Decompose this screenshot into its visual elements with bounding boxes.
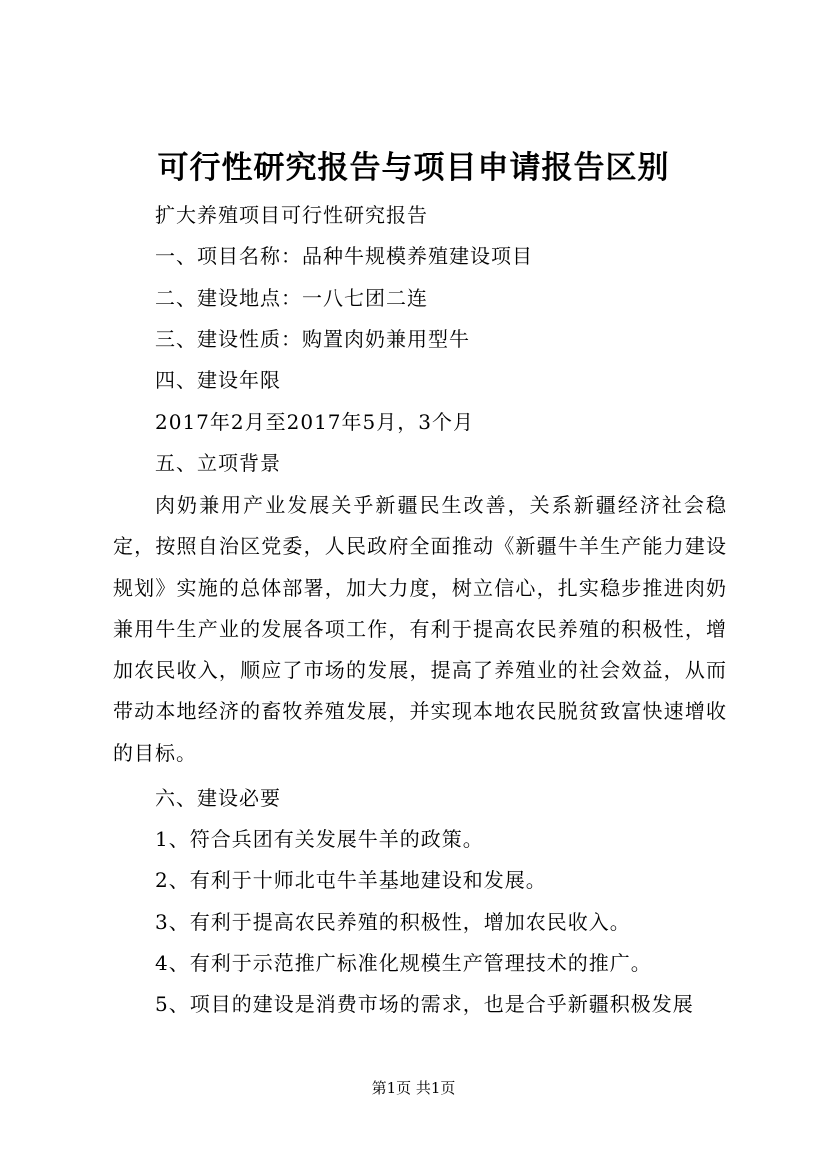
item-period-heading: 四、建设年限 [155,368,281,392]
necessity-heading: 六、建设必要 [155,786,281,810]
document-subtitle: 扩大养殖项目可行性研究报告 [155,203,428,227]
necessity-item: 5、项目的建设是消费市场的需求，也是合乎新疆积极发展 [155,992,694,1016]
page-number-footer: 第1页 共1页 [371,1079,456,1097]
item-background-heading: 五、立项背景 [155,451,281,475]
necessity-item: 3、有利于提高农民养殖的积极性，增加农民收入。 [155,910,631,934]
necessity-item: 1、符合兵团有关发展牛羊的政策。 [155,827,484,851]
item-nature: 三、建设性质：购置肉奶兼用型牛 [155,327,470,351]
background-paragraph: 肉奶兼用产业发展关乎新疆民生改善，关系新疆经济社会稳定，按照自治区党委，人民政府全面推动《新疆牛羊生产能力建设规划》实施的总体部署，加大力度，树立信心，扎实稳步推进肉奶兼用牛生产业的发展各项工作，有利于提高农民养殖的积极性，增加农民收入，顺应了市场的发展，提高了养殖业的社会效益，从而带动本地经济的畜牧养殖发展，并实现本地农民脱贫致富快速增收的目标。 [113,493,727,765]
necessity-item: 2、有利于十师北屯牛羊基地建设和发展。 [155,868,547,892]
item-location: 二、建设地点：一八七团二连 [155,286,428,310]
item-period-value: 2017年2月至2017年5月，3个月 [155,410,474,434]
document-title: 可行性研究报告与项目申请报告区别 [157,150,670,186]
necessity-item: 4、有利于示范推广标准化规模生产管理技术的推广。 [155,951,652,975]
item-project-name: 一、项目名称：品种牛规模养殖建设项目 [155,244,533,268]
